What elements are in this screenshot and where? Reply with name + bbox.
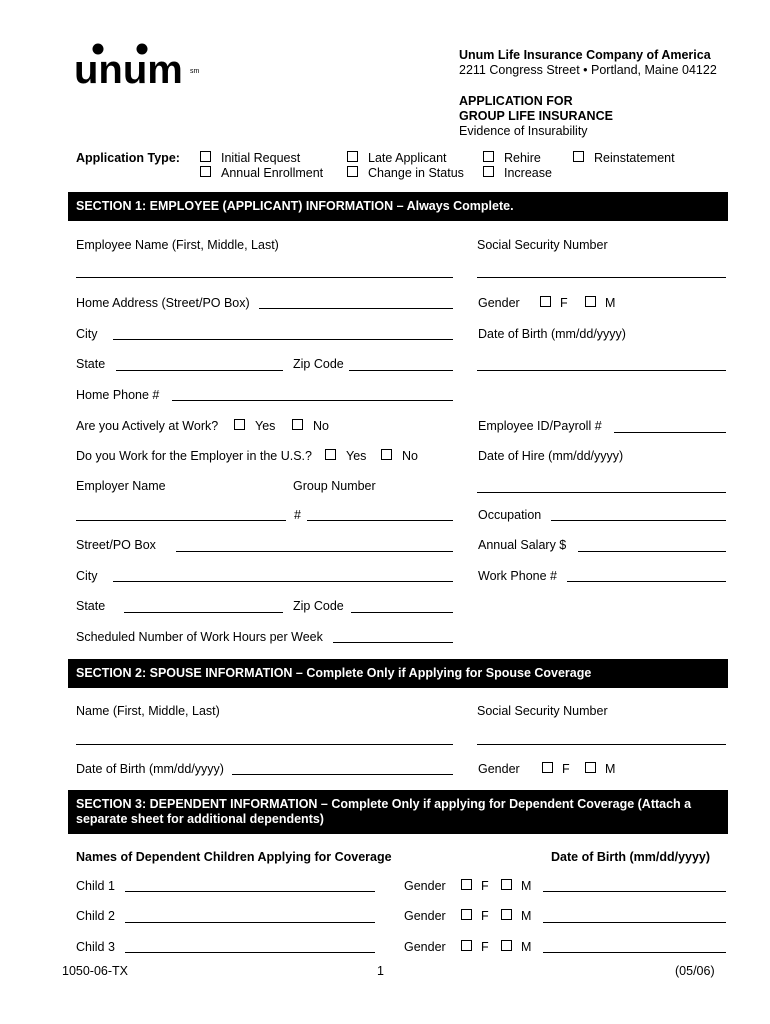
section1-heading: SECTION 1: EMPLOYEE (APPLICANT) INFORMATION – Always Complete. — [68, 192, 728, 221]
employee-dob-field[interactable] — [477, 370, 726, 371]
group-number-hash: # — [294, 508, 301, 522]
section2-heading: SECTION 2: SPOUSE INFORMATION – Complete Only if Applying for Spouse Coverage — [68, 659, 728, 688]
logo-mark: sm — [190, 68, 200, 75]
late-applicant-label: Late Applicant — [368, 151, 447, 165]
increase-checkbox[interactable] — [483, 166, 494, 177]
company-address: 2211 Congress Street • Portland, Maine 04122 — [459, 63, 717, 77]
group-number-label: Group Number — [293, 479, 376, 493]
group-number-field[interactable] — [307, 520, 453, 521]
actively-at-work-label: Are you Actively at Work? — [76, 419, 219, 433]
employee-dob-label: Date of Birth (mm/dd/yyyy) — [478, 327, 626, 341]
employee-gender-m-checkbox[interactable] — [585, 296, 596, 307]
child1-gender-f-checkbox[interactable] — [461, 879, 472, 890]
child3-gender-f-checkbox[interactable] — [461, 940, 472, 951]
child3-gender-m-label: M — [521, 940, 532, 954]
child2-gender-f-checkbox[interactable] — [461, 909, 472, 920]
child3-name-field[interactable] — [125, 952, 375, 953]
application-type-label: Application Type: — [76, 151, 180, 165]
spouse-name-field[interactable] — [76, 744, 453, 745]
state-label: State — [76, 357, 106, 371]
section3-heading-line2: separate sheet for additional dependents) — [76, 812, 324, 826]
child1-label: Child 1 — [76, 879, 115, 893]
form-title-line1: APPLICATION FOR — [459, 94, 573, 108]
initial-request-checkbox[interactable] — [200, 151, 211, 162]
dependent-dob-label: Date of Birth (mm/dd/yyyy) — [551, 850, 711, 864]
annual-enrollment-checkbox[interactable] — [200, 166, 211, 177]
form-date: (05/06) — [675, 964, 715, 978]
form-subtitle: Evidence of Insurability — [459, 124, 588, 138]
work-in-us-label: Do you Work for the Employer in the U.S.? — [76, 449, 312, 463]
annual-salary-label: Annual Salary $ — [478, 538, 567, 552]
employer-name-label: Employer Name — [76, 479, 166, 493]
employer-street-field[interactable] — [176, 551, 453, 552]
spouse-gender-f-checkbox[interactable] — [542, 762, 553, 773]
employee-id-field[interactable] — [614, 432, 726, 433]
employee-ssn-field[interactable] — [477, 277, 726, 278]
employee-id-label: Employee ID/Payroll # — [478, 419, 602, 433]
spouse-gender-m-label: M — [605, 762, 616, 776]
increase-label: Increase — [504, 166, 552, 180]
home-address-field[interactable] — [259, 308, 453, 309]
spouse-ssn-label: Social Security Number — [477, 704, 608, 718]
unum-logo — [74, 40, 200, 95]
employer-zip-label: Zip Code — [293, 599, 344, 613]
employee-gender-label: Gender — [478, 296, 520, 310]
employee-gender-f-checkbox[interactable] — [540, 296, 551, 307]
spouse-dob-label: Date of Birth (mm/dd/yyyy) — [76, 762, 224, 776]
actively-at-work-yes-label: Yes — [255, 419, 276, 433]
spouse-dob-field[interactable] — [232, 774, 453, 775]
form-number: 1050-06-TX — [62, 964, 129, 978]
child2-gender-f-label: F — [481, 909, 489, 923]
section3-heading — [68, 790, 728, 834]
initial-request-label: Initial Request — [221, 151, 301, 165]
reinstatement-label: Reinstatement — [594, 151, 675, 165]
child2-gender-m-label: M — [521, 909, 532, 923]
spouse-gender-m-checkbox[interactable] — [585, 762, 596, 773]
home-address-label: Home Address (Street/PO Box) — [76, 296, 250, 310]
work-hours-label: Scheduled Number of Work Hours per Week — [76, 630, 323, 644]
child1-gender-f-label: F — [481, 879, 489, 893]
employee-name-field[interactable] — [76, 277, 453, 278]
actively-at-work-no-checkbox[interactable] — [292, 419, 303, 430]
child2-gender-m-checkbox[interactable] — [501, 909, 512, 920]
employee-ssn-label: Social Security Number — [477, 238, 608, 252]
home-phone-label: Home Phone # — [76, 388, 160, 402]
date-of-hire-label: Date of Hire (mm/dd/yyyy) — [478, 449, 624, 463]
page-number: 1 — [377, 964, 384, 978]
state-field[interactable] — [116, 370, 283, 371]
child3-gender-f-label: F — [481, 940, 489, 954]
zip-field[interactable] — [349, 370, 453, 371]
reinstatement-checkbox[interactable] — [573, 151, 584, 162]
rehire-checkbox[interactable] — [483, 151, 494, 162]
work-in-us-no-label: No — [402, 449, 418, 463]
dependent-names-label: Names of Dependent Children Applying for Coverage — [76, 850, 392, 864]
late-applicant-checkbox[interactable] — [347, 151, 358, 162]
unum-logo-graphic — [74, 40, 194, 90]
actively-at-work-yes-checkbox[interactable] — [234, 419, 245, 430]
work-phone-label: Work Phone # — [478, 569, 557, 583]
actively-at-work-no-label: No — [313, 419, 329, 433]
annual-salary-field[interactable] — [578, 551, 726, 552]
employer-state-label: State — [76, 599, 106, 613]
work-in-us-yes-checkbox[interactable] — [325, 449, 336, 460]
occupation-field[interactable] — [551, 520, 726, 521]
work-in-us-no-checkbox[interactable] — [381, 449, 392, 460]
company-name: Unum Life Insurance Company of America — [459, 48, 711, 62]
form-title-line2: GROUP LIFE INSURANCE — [459, 109, 613, 123]
employer-name-field[interactable] — [76, 520, 286, 521]
employer-zip-field[interactable] — [351, 612, 453, 613]
child1-gender-m-checkbox[interactable] — [501, 879, 512, 890]
city-field[interactable] — [113, 339, 453, 340]
change-in-status-checkbox[interactable] — [347, 166, 358, 177]
employer-street-label: Street/PO Box — [76, 538, 156, 552]
change-in-status-label: Change in Status — [368, 166, 464, 180]
work-hours-field[interactable] — [333, 642, 453, 643]
annual-enrollment-label: Annual Enrollment — [221, 166, 324, 180]
employee-gender-m-label: M — [605, 296, 616, 310]
child3-gender-label: Gender — [404, 940, 446, 954]
rehire-label: Rehire — [504, 151, 541, 165]
employer-city-field[interactable] — [113, 581, 453, 582]
child1-gender-label: Gender — [404, 879, 446, 893]
city-label: City — [76, 327, 98, 341]
logo-text: unum — [74, 48, 183, 90]
employee-gender-f-label: F — [560, 296, 568, 310]
spouse-ssn-field[interactable] — [477, 744, 726, 745]
employer-state-field[interactable] — [124, 612, 283, 613]
child3-label: Child 3 — [76, 940, 115, 954]
child2-name-field[interactable] — [125, 922, 375, 923]
occupation-label: Occupation — [478, 508, 542, 522]
spouse-name-label: Name (First, Middle, Last) — [76, 704, 220, 718]
employer-city-label: City — [76, 569, 98, 583]
child2-dob-field[interactable] — [543, 922, 726, 923]
home-phone-field[interactable] — [172, 400, 453, 401]
child3-dob-field[interactable] — [543, 952, 726, 953]
work-phone-field[interactable] — [567, 581, 726, 582]
spouse-gender-f-label: F — [562, 762, 570, 776]
spouse-gender-label: Gender — [478, 762, 520, 776]
section3-heading-line1: SECTION 3: DEPENDENT INFORMATION – Complete Only if applying for Dependent Coverage (Attach a — [76, 797, 692, 811]
employee-name-label: Employee Name (First, Middle, Last) — [76, 238, 279, 252]
zip-label: Zip Code — [293, 357, 344, 371]
child1-gender-m-label: M — [521, 879, 532, 893]
work-in-us-yes-label: Yes — [346, 449, 367, 463]
child2-gender-label: Gender — [404, 909, 446, 923]
child3-gender-m-checkbox[interactable] — [501, 940, 512, 951]
child1-dob-field[interactable] — [543, 891, 726, 892]
child2-label: Child 2 — [76, 909, 115, 923]
child1-name-field[interactable] — [125, 891, 375, 892]
date-of-hire-field[interactable] — [477, 492, 726, 493]
